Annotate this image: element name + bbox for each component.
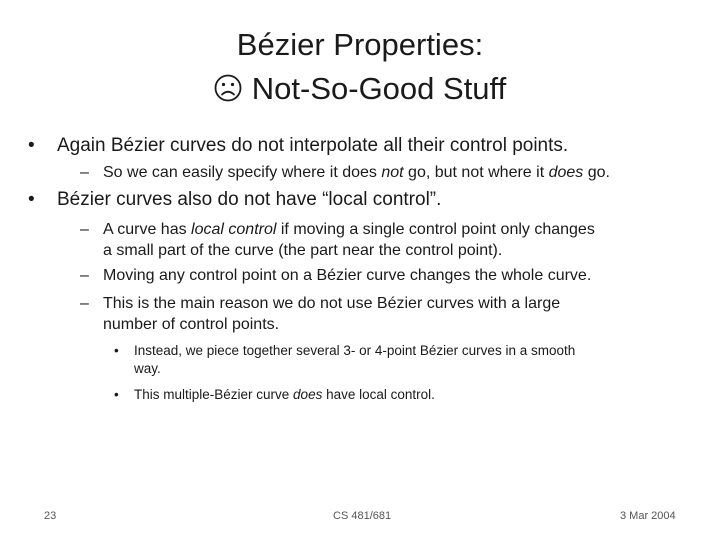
dash-marker: – [80, 221, 89, 238]
dash-marker: – [80, 164, 89, 181]
sub-bullet-text: A curve has local control if moving a single control point only changes [103, 221, 595, 238]
bullet-marker: • [114, 387, 119, 402]
slide-title-line-2 [0, 70, 720, 108]
bullet-marker: • [28, 135, 35, 156]
page-number: 23 [44, 510, 57, 522]
frown-face-icon [214, 74, 242, 102]
sub-bullet-text: Moving any control point on a Bézier curve changes the whole curve. [103, 267, 592, 284]
sub-sub-bullet-text: This multiple-Bézier curve does have local control. [134, 387, 435, 402]
dash-marker: – [80, 267, 89, 284]
bullet-text: Bézier curves also do not have “local control”. [57, 189, 442, 210]
bullet-marker: • [28, 189, 35, 210]
slide-title-line-1: Bézier Properties: [236, 27, 484, 62]
footer-course: CS 481/681 [333, 510, 392, 522]
sub-bullet-text: This is the main reason we do not use Bézier curves with a large [103, 295, 561, 312]
dash-marker: – [80, 295, 89, 312]
sub-bullet-text: So we can easily specify where it does not go, but not where it does go. [103, 164, 610, 181]
slide: Bézier Properties: Not-So-Good Stuff • Again Bézier curves do not interpolate all their control points. – So we can easily specify where it does not go, but not where it does go. • Bézier curves also do not have “local control”. – A curve has local control if moving a single control point only changes a small part of the curve (the part near the control point). – Moving any control point on a Bézier curve changes the whole curve. – This is the main reason we do not use Bézier curves with a large number of control points. • Instead, we piece together several 3- or 4-point Bézier curves in a smooth way. • This multiple-Bézier curve does have local control. 23 CS 481/681 3 Mar 2004 [0, 0, 720, 540]
bullet-text: Again Bézier curves do not interpolate all their control points. [57, 135, 569, 156]
sub-sub-bullet-text: Instead, we piece together several 3- or 4-point Bézier curves in a smooth [134, 343, 576, 358]
bullet-marker: • [114, 343, 119, 358]
footer-date: 3 Mar 2004 [620, 510, 676, 522]
slide-title-line-2-text: Not-So-Good Stuff [251, 71, 507, 106]
